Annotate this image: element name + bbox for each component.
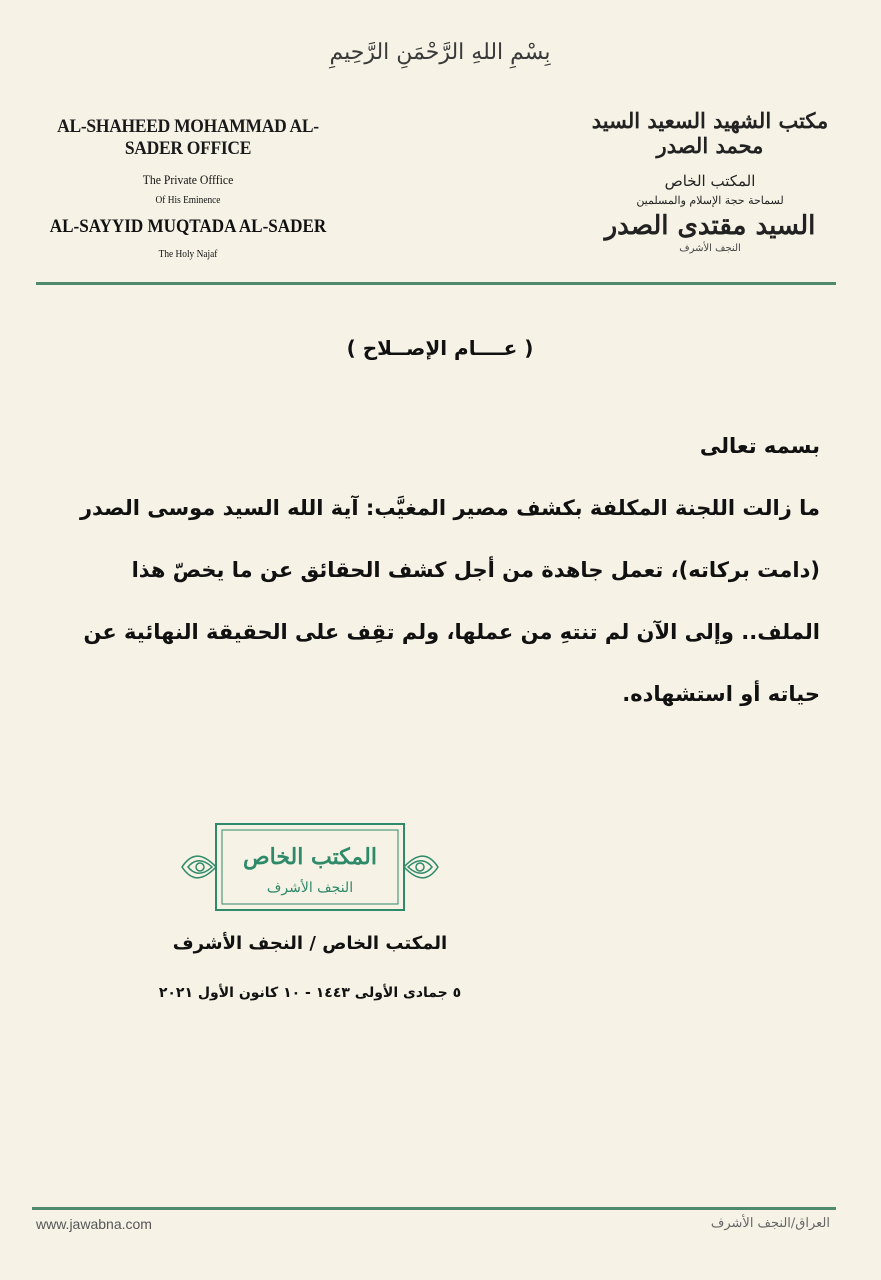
english-city: The Holy Najaf [158, 248, 218, 260]
stamp-line-1: المكتب الخاص [243, 844, 377, 870]
arabic-private-office: المكتب الخاص [664, 172, 756, 190]
header-divider [36, 282, 836, 285]
arabic-city: النجف الأشرف [679, 243, 741, 254]
english-letterhead [30, 116, 346, 260]
office-stamp [178, 818, 442, 916]
arabic-eminence: لسماحة حجة الإسلام والمسلمين [636, 194, 784, 207]
footer-location: العراق/النجف الأشرف [710, 1216, 830, 1231]
arabic-office-name: مكتب الشهيد السعيد السيد محمد الصدر [591, 108, 829, 158]
stamp-line-2: النجف الأشرف [266, 880, 354, 896]
english-private-office: The Private Offfice [142, 172, 234, 187]
arabic-letterhead [570, 108, 850, 254]
signature-office: المكتب الخاص / النجف الأشرف [172, 933, 448, 954]
footer-website: www.jawabna.com [36, 1216, 152, 1232]
english-eminence: Of His Eminence [155, 194, 221, 206]
footer-divider [32, 1207, 836, 1210]
english-office-name: AL-SHAHEED MOHAMMAD AL-SADER OFFICE [57, 116, 319, 159]
arabic-sayyid-name: السيد مقتدى الصدر [604, 211, 816, 241]
body-paragraph: ما زالت اللجنة المكلفة بكشف مصير المغيَّب: آية الله السيد موسى الصدر (دامت بركاته)، تعمل جاهدة من أجل كشف الحقائق عن ما يخصّ هذا الملف.. وإلى الآن لم تنتهِ من عملها، ولم تقِف على الحقيقة النهائية عن حياته أو استشهاده. [79, 496, 820, 706]
document-title: ( عــــام الإصــلاح ) [346, 336, 534, 360]
english-sayyid-name: AL-SAYYID MUQTADA AL-SADER [49, 216, 327, 237]
basmala-header: بِسْمِ اللهِ الرَّحْمَنِ الرَّحِيمِ [329, 40, 551, 65]
letter-body [60, 415, 820, 725]
greeting: بسمه تعالى [699, 434, 820, 458]
signature-date: ٥ جمادى الأولى ١٤٤٣ - ١٠ كانون الأول ٢٠٢١ [158, 985, 462, 1001]
